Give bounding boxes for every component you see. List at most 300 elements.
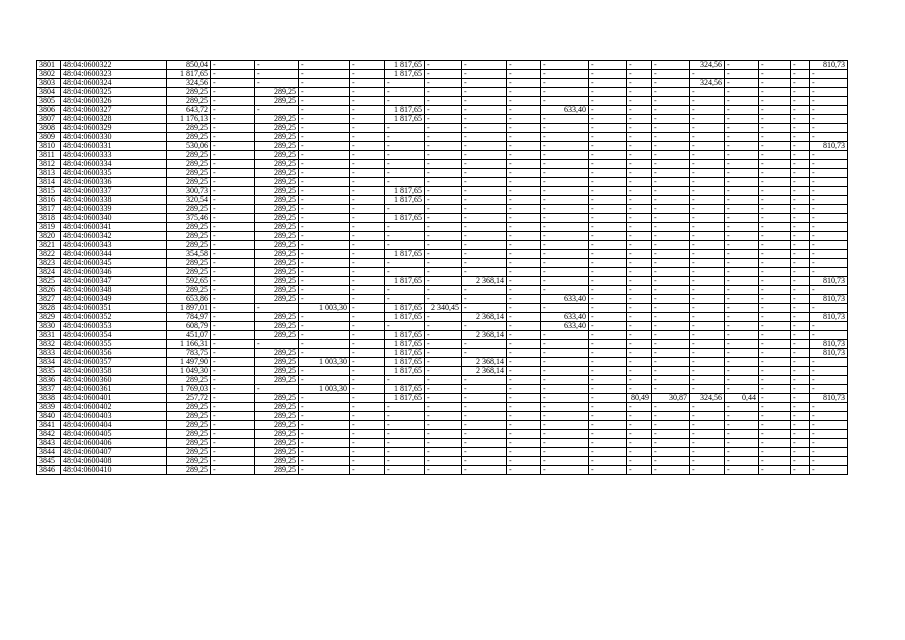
- value-cell: -: [652, 421, 690, 430]
- value-cell: -: [652, 187, 690, 196]
- value-cell: -: [425, 124, 462, 133]
- value-cell: -: [507, 439, 541, 448]
- value-cell: -: [690, 349, 725, 358]
- value-cell: -: [759, 142, 791, 151]
- value-cell: -: [507, 403, 541, 412]
- value-cell: 1 817,65: [385, 250, 425, 259]
- value-cell: -: [299, 79, 350, 88]
- value-cell: -: [791, 232, 810, 241]
- value-cell: -: [425, 394, 462, 403]
- row-number-cell: 3841: [37, 421, 61, 430]
- value-cell: -: [810, 385, 848, 394]
- value-cell: -: [759, 295, 791, 304]
- value-cell: -: [507, 88, 541, 97]
- value-cell: 810,73: [810, 295, 848, 304]
- value-cell: -: [425, 466, 462, 475]
- value-cell: -: [299, 394, 350, 403]
- value-cell: -: [350, 466, 385, 475]
- value-cell: -: [425, 430, 462, 439]
- value-cell: -: [350, 295, 385, 304]
- value-cell: -: [211, 61, 255, 70]
- value-cell: -: [299, 421, 350, 430]
- row-number-cell: 3819: [37, 223, 61, 232]
- value-cell: -: [211, 277, 255, 286]
- value-cell: -: [507, 277, 541, 286]
- value-cell: -: [425, 457, 462, 466]
- value-cell: 289,25: [255, 142, 299, 151]
- value-cell: 653,86: [167, 295, 211, 304]
- value-cell: 1 817,65: [385, 394, 425, 403]
- value-cell: -: [425, 367, 462, 376]
- value-cell: 324,56: [690, 61, 725, 70]
- value-cell: -: [759, 448, 791, 457]
- value-cell: -: [462, 376, 507, 385]
- value-cell: -: [627, 340, 652, 349]
- value-cell: -: [541, 268, 589, 277]
- value-cell: -: [791, 286, 810, 295]
- value-cell: -: [589, 466, 627, 475]
- row-number-cell: 3803: [37, 79, 61, 88]
- value-cell: 633,40: [541, 106, 589, 115]
- value-cell: -: [652, 115, 690, 124]
- value-cell: -: [350, 385, 385, 394]
- value-cell: -: [462, 160, 507, 169]
- row-number-cell: 3812: [37, 160, 61, 169]
- value-cell: 289,25: [255, 430, 299, 439]
- value-cell: -: [810, 466, 848, 475]
- value-cell: -: [462, 349, 507, 358]
- value-cell: -: [507, 385, 541, 394]
- value-cell: -: [725, 214, 759, 223]
- value-cell: -: [425, 196, 462, 205]
- value-cell: -: [385, 286, 425, 295]
- value-cell: -: [350, 457, 385, 466]
- value-cell: -: [350, 115, 385, 124]
- value-cell: -: [425, 448, 462, 457]
- value-cell: -: [810, 268, 848, 277]
- value-cell: -: [385, 160, 425, 169]
- value-cell: -: [211, 70, 255, 79]
- cadastral-number-cell: 48:04:0600349: [61, 295, 167, 304]
- value-cell: -: [507, 169, 541, 178]
- row-number-cell: 3822: [37, 250, 61, 259]
- value-cell: -: [791, 142, 810, 151]
- value-cell: -: [211, 178, 255, 187]
- table-row: [37, 187, 848, 196]
- value-cell: 289,25: [167, 151, 211, 160]
- cadastral-number-cell: 48:04:0600331: [61, 142, 167, 151]
- cadastral-number-cell: 48:04:0600341: [61, 223, 167, 232]
- value-cell: -: [690, 196, 725, 205]
- table-row: [37, 430, 848, 439]
- value-cell: -: [299, 88, 350, 97]
- value-cell: -: [211, 313, 255, 322]
- value-cell: -: [627, 88, 652, 97]
- value-cell: -: [589, 403, 627, 412]
- value-cell: -: [507, 133, 541, 142]
- value-cell: -: [541, 151, 589, 160]
- value-cell: -: [690, 187, 725, 196]
- value-cell: -: [462, 385, 507, 394]
- value-cell: 289,25: [255, 151, 299, 160]
- value-cell: -: [541, 430, 589, 439]
- value-cell: -: [425, 295, 462, 304]
- value-cell: -: [589, 376, 627, 385]
- value-cell: -: [652, 61, 690, 70]
- value-cell: -: [627, 403, 652, 412]
- value-cell: -: [507, 196, 541, 205]
- value-cell: -: [759, 151, 791, 160]
- value-cell: -: [211, 376, 255, 385]
- value-cell: -: [462, 394, 507, 403]
- value-cell: -: [350, 187, 385, 196]
- value-cell: -: [255, 79, 299, 88]
- value-cell: -: [541, 376, 589, 385]
- value-cell: -: [759, 115, 791, 124]
- value-cell: -: [725, 223, 759, 232]
- value-cell: 289,25: [255, 277, 299, 286]
- value-cell: 289,25: [255, 250, 299, 259]
- value-cell: -: [350, 259, 385, 268]
- value-cell: -: [810, 448, 848, 457]
- value-cell: 289,25: [255, 376, 299, 385]
- value-cell: -: [462, 169, 507, 178]
- value-cell: -: [652, 331, 690, 340]
- value-cell: -: [425, 214, 462, 223]
- value-cell: -: [350, 439, 385, 448]
- value-cell: 289,25: [255, 394, 299, 403]
- value-cell: -: [211, 232, 255, 241]
- value-cell: -: [299, 241, 350, 250]
- value-cell: -: [589, 223, 627, 232]
- value-cell: -: [350, 367, 385, 376]
- value-cell: -: [810, 439, 848, 448]
- value-cell: -: [725, 232, 759, 241]
- value-cell: -: [589, 88, 627, 97]
- value-cell: -: [507, 313, 541, 322]
- value-cell: -: [541, 385, 589, 394]
- value-cell: -: [462, 79, 507, 88]
- value-cell: -: [425, 223, 462, 232]
- table-row: [37, 70, 848, 79]
- value-cell: -: [725, 340, 759, 349]
- value-cell: -: [725, 151, 759, 160]
- value-cell: -: [759, 106, 791, 115]
- cadastral-number-cell: 48:04:0600333: [61, 151, 167, 160]
- value-cell: -: [350, 205, 385, 214]
- row-number-cell: 3837: [37, 385, 61, 394]
- value-cell: -: [350, 304, 385, 313]
- value-cell: -: [385, 421, 425, 430]
- value-cell: 608,79: [167, 322, 211, 331]
- value-cell: -: [690, 385, 725, 394]
- value-cell: 784,97: [167, 313, 211, 322]
- table-row: [37, 79, 848, 88]
- value-cell: -: [211, 394, 255, 403]
- value-cell: 1 817,65: [385, 304, 425, 313]
- value-cell: -: [507, 250, 541, 259]
- row-number-cell: 3814: [37, 178, 61, 187]
- value-cell: -: [541, 142, 589, 151]
- value-cell: -: [462, 187, 507, 196]
- value-cell: -: [652, 232, 690, 241]
- value-cell: -: [791, 367, 810, 376]
- value-cell: -: [690, 376, 725, 385]
- value-cell: -: [211, 250, 255, 259]
- value-cell: -: [589, 331, 627, 340]
- value-cell: 289,25: [255, 367, 299, 376]
- value-cell: -: [690, 367, 725, 376]
- cadastral-number-cell: 48:04:0600410: [61, 466, 167, 475]
- cadastral-number-cell: 48:04:0600353: [61, 322, 167, 331]
- value-cell: -: [627, 439, 652, 448]
- value-cell: -: [425, 376, 462, 385]
- cadastral-number-cell: 48:04:0600327: [61, 106, 167, 115]
- value-cell: -: [690, 97, 725, 106]
- value-cell: -: [589, 187, 627, 196]
- value-cell: -: [589, 259, 627, 268]
- value-cell: -: [589, 232, 627, 241]
- value-cell: -: [791, 439, 810, 448]
- value-cell: -: [652, 277, 690, 286]
- cadastral-number-cell: 48:04:0600404: [61, 421, 167, 430]
- value-cell: -: [299, 322, 350, 331]
- value-cell: -: [725, 169, 759, 178]
- value-cell: -: [507, 457, 541, 466]
- value-cell: -: [652, 151, 690, 160]
- value-cell: -: [652, 313, 690, 322]
- value-cell: -: [791, 115, 810, 124]
- row-number-cell: 3831: [37, 331, 61, 340]
- value-cell: 289,25: [255, 286, 299, 295]
- value-cell: -: [652, 259, 690, 268]
- value-cell: -: [589, 313, 627, 322]
- value-cell: -: [541, 340, 589, 349]
- row-number-cell: 3807: [37, 115, 61, 124]
- value-cell: 1 817,65: [385, 340, 425, 349]
- row-number-cell: 3842: [37, 430, 61, 439]
- value-cell: -: [589, 124, 627, 133]
- cadastral-number-cell: 48:04:0600323: [61, 70, 167, 79]
- value-cell: -: [810, 358, 848, 367]
- value-cell: -: [810, 331, 848, 340]
- value-cell: 289,25: [167, 160, 211, 169]
- value-cell: 1 817,65: [385, 385, 425, 394]
- value-cell: 324,56: [167, 79, 211, 88]
- value-cell: -: [385, 412, 425, 421]
- value-cell: -: [385, 124, 425, 133]
- value-cell: -: [759, 367, 791, 376]
- value-cell: -: [627, 376, 652, 385]
- value-cell: -: [211, 439, 255, 448]
- value-cell: -: [690, 331, 725, 340]
- value-cell: -: [350, 268, 385, 277]
- value-cell: 289,25: [167, 232, 211, 241]
- cadastral-number-cell: 48:04:0600325: [61, 88, 167, 97]
- value-cell: -: [507, 160, 541, 169]
- value-cell: -: [350, 403, 385, 412]
- value-cell: -: [627, 70, 652, 79]
- cadastral-number-cell: 48:04:0600326: [61, 97, 167, 106]
- value-cell: -: [589, 385, 627, 394]
- table-row: [37, 331, 848, 340]
- value-cell: -: [385, 151, 425, 160]
- value-cell: -: [462, 412, 507, 421]
- table-row: [37, 115, 848, 124]
- value-cell: -: [791, 376, 810, 385]
- value-cell: -: [810, 79, 848, 88]
- value-cell: -: [211, 466, 255, 475]
- value-cell: 289,25: [255, 313, 299, 322]
- value-cell: -: [462, 304, 507, 313]
- value-cell: -: [425, 241, 462, 250]
- value-cell: -: [725, 295, 759, 304]
- value-cell: -: [462, 232, 507, 241]
- value-cell: -: [652, 403, 690, 412]
- value-cell: -: [589, 421, 627, 430]
- value-cell: -: [299, 313, 350, 322]
- value-cell: -: [541, 70, 589, 79]
- row-number-cell: 3806: [37, 106, 61, 115]
- row-number-cell: 3815: [37, 187, 61, 196]
- row-number-cell: 3817: [37, 205, 61, 214]
- value-cell: -: [350, 97, 385, 106]
- value-cell: -: [211, 214, 255, 223]
- value-cell: 289,25: [167, 169, 211, 178]
- value-cell: -: [507, 466, 541, 475]
- value-cell: -: [350, 340, 385, 349]
- cadastral-number-cell: 48:04:0600402: [61, 403, 167, 412]
- value-cell: -: [299, 349, 350, 358]
- value-cell: -: [589, 277, 627, 286]
- cadastral-number-cell: 48:04:0600406: [61, 439, 167, 448]
- value-cell: -: [350, 106, 385, 115]
- value-cell: -: [690, 214, 725, 223]
- value-cell: -: [725, 160, 759, 169]
- value-cell: -: [810, 97, 848, 106]
- value-cell: -: [690, 106, 725, 115]
- value-cell: -: [690, 439, 725, 448]
- value-cell: -: [299, 178, 350, 187]
- value-cell: -: [627, 79, 652, 88]
- value-cell: -: [652, 196, 690, 205]
- value-cell: -: [690, 358, 725, 367]
- table-row: [37, 439, 848, 448]
- value-cell: 1 817,65: [385, 115, 425, 124]
- value-cell: -: [299, 232, 350, 241]
- value-cell: -: [462, 322, 507, 331]
- value-cell: -: [350, 214, 385, 223]
- value-cell: -: [627, 259, 652, 268]
- value-cell: -: [507, 259, 541, 268]
- value-cell: -: [211, 286, 255, 295]
- value-cell: -: [299, 223, 350, 232]
- value-cell: -: [627, 331, 652, 340]
- value-cell: -: [725, 70, 759, 79]
- value-cell: -: [759, 232, 791, 241]
- value-cell: -: [462, 115, 507, 124]
- cadastral-number-cell: 48:04:0600329: [61, 124, 167, 133]
- value-cell: -: [627, 241, 652, 250]
- value-cell: -: [589, 106, 627, 115]
- value-cell: -: [541, 367, 589, 376]
- value-cell: 257,72: [167, 394, 211, 403]
- value-cell: -: [385, 259, 425, 268]
- value-cell: -: [791, 412, 810, 421]
- value-cell: -: [299, 331, 350, 340]
- value-cell: -: [507, 232, 541, 241]
- value-cell: -: [425, 412, 462, 421]
- value-cell: 289,25: [255, 403, 299, 412]
- value-cell: -: [541, 448, 589, 457]
- value-cell: -: [385, 178, 425, 187]
- table-row: [37, 97, 848, 106]
- value-cell: -: [725, 187, 759, 196]
- value-cell: -: [425, 385, 462, 394]
- value-cell: -: [791, 61, 810, 70]
- value-cell: -: [211, 295, 255, 304]
- value-cell: -: [385, 241, 425, 250]
- row-number-cell: 3828: [37, 304, 61, 313]
- value-cell: -: [791, 331, 810, 340]
- value-cell: -: [350, 430, 385, 439]
- table-row: [37, 466, 848, 475]
- value-cell: -: [589, 205, 627, 214]
- value-cell: 810,73: [810, 349, 848, 358]
- value-cell: -: [462, 124, 507, 133]
- value-cell: -: [211, 268, 255, 277]
- value-cell: 1 817,65: [385, 70, 425, 79]
- value-cell: 2 340,45: [425, 304, 462, 313]
- value-cell: 289,25: [255, 88, 299, 97]
- value-cell: -: [791, 358, 810, 367]
- value-cell: -: [589, 439, 627, 448]
- cadastral-number-cell: 48:04:0600405: [61, 430, 167, 439]
- value-cell: -: [589, 295, 627, 304]
- value-cell: -: [791, 178, 810, 187]
- value-cell: -: [690, 448, 725, 457]
- value-cell: -: [759, 385, 791, 394]
- table-row: [37, 88, 848, 97]
- value-cell: -: [462, 403, 507, 412]
- value-cell: -: [211, 412, 255, 421]
- value-cell: -: [627, 268, 652, 277]
- row-number-cell: 3829: [37, 313, 61, 322]
- value-cell: -: [810, 196, 848, 205]
- value-cell: -: [541, 457, 589, 466]
- value-cell: -: [725, 250, 759, 259]
- value-cell: -: [299, 268, 350, 277]
- value-cell: -: [652, 448, 690, 457]
- value-cell: -: [759, 376, 791, 385]
- value-cell: -: [350, 151, 385, 160]
- value-cell: -: [725, 322, 759, 331]
- value-cell: -: [425, 178, 462, 187]
- value-cell: 375,46: [167, 214, 211, 223]
- value-cell: -: [791, 466, 810, 475]
- value-cell: -: [725, 448, 759, 457]
- value-cell: 30,87: [652, 394, 690, 403]
- value-cell: -: [385, 466, 425, 475]
- table-row: [37, 241, 848, 250]
- value-cell: -: [690, 70, 725, 79]
- value-cell: 289,25: [255, 133, 299, 142]
- value-cell: -: [541, 331, 589, 340]
- table-row: [37, 232, 848, 241]
- value-cell: -: [589, 349, 627, 358]
- value-cell: -: [299, 259, 350, 268]
- value-cell: -: [425, 160, 462, 169]
